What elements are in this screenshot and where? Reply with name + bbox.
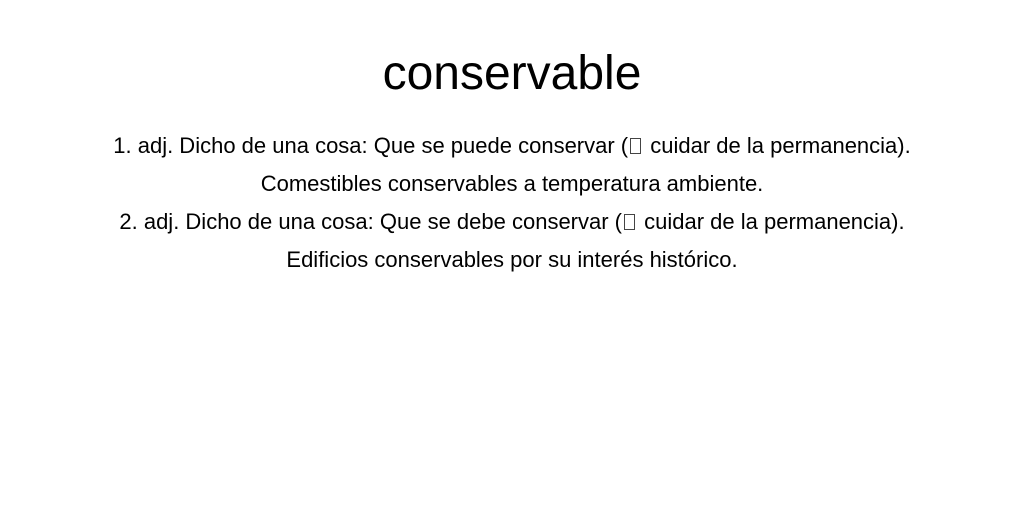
definition-1-text-start: 1. adj. Dicho de una cosa: Que se puede conservar ( [113, 133, 629, 158]
missing-glyph-icon [630, 138, 641, 154]
definition-2-text-end: cuidar de la permanencia). [638, 209, 905, 234]
definitions [0, 127, 1024, 279]
definition-2 [0, 203, 1024, 241]
definition-2-text-start: 2. adj. Dicho de una cosa: Que se debe conservar ( [119, 209, 623, 234]
headword: conservable [382, 47, 642, 100]
definition-1 [0, 127, 1024, 165]
example-1: Comestibles conservables a temperatura ambiente. [260, 171, 764, 196]
definition-1-text-end: cuidar de la permanencia). [644, 133, 911, 158]
example-2: Edificios conservables por su interés histórico. [286, 247, 738, 272]
missing-glyph-icon [624, 214, 635, 230]
